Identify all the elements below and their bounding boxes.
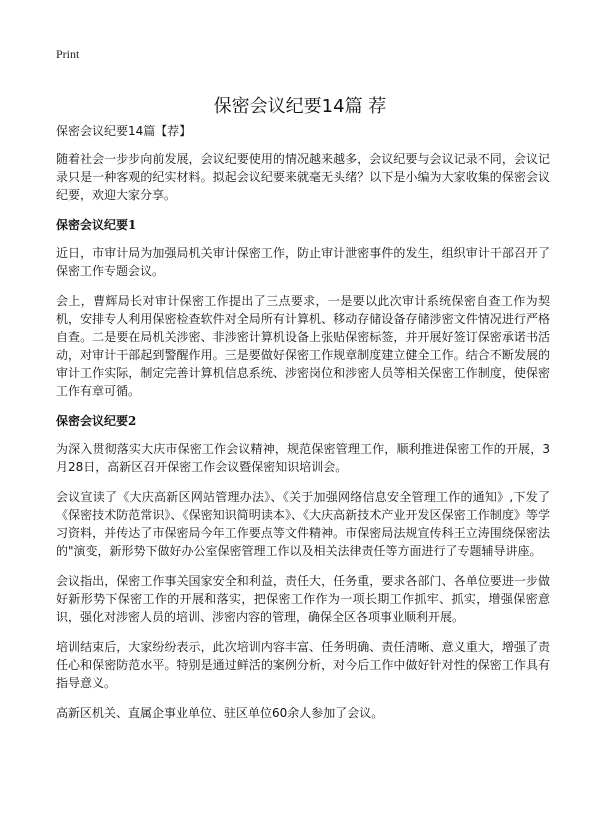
page-title: 保密会议纪要14篇 荐: [213, 96, 387, 118]
section-2-paragraph: 为深入贯彻落实大庆市保密工作会议精神，规范保密管理工作，顺利推进保密工作的开展，3月28日，高新区召开保密工作会议暨保密知识培训会。: [56, 442, 550, 474]
section-2-paragraph: 培训结束后，大家纷纷表示，此次培训内容丰富、任务明确、责任清晰、意义重大，增强了责任心和保密防范水平。特别是通过鲜活的案例分析，对今后工作中做好针对性的保密工作具有指导意义。: [56, 640, 550, 690]
section-2-paragraph: 高新区机关、直属企事业单位、驻区单位60余人参加了会议。: [56, 706, 384, 720]
article-body: [56, 122, 550, 734]
section-1-paragraph: 近日，市审计局为加强局机关审计保密工作，防止审计泄密事件的发生，组织审计干部召开了保密工作专题会议。: [56, 246, 550, 278]
intro-paragraph: 随着社会一步步向前发展，会议纪要使用的情况越来越多，会议纪要与会议记录不同，会议记录只是一种客观的纪实材料。拟起会议纪要来就毫无头绪？以下是小编为大家收集的保密会议纪要，欢迎大家分享。: [56, 152, 550, 202]
section-heading-2: 保密会议纪要2: [56, 414, 137, 428]
print-link[interactable]: Print: [56, 47, 80, 61]
section-2-paragraph: 会议宣读了《大庆高新区网站管理办法》、《关于加强网络信息安全管理工作的通知》,下发了《保密技术防范常识》、《保密知识简明读本》、《大庆高新技术产业开发区保密工作制度》等学习资料，并传达了市保密局今年工作要点等文件精神。市保密局法规宣传科王立涛围绕保密法的"演变，新形势下做好办公室保密管理工作以及相关法律责任等方面进行了专题辅导讲座。: [56, 490, 550, 558]
section-heading-1: 保密会议纪要1: [56, 218, 137, 232]
article-subtitle: 保密会议纪要14篇【荐】: [56, 124, 192, 138]
section-2-paragraph: 会议指出，保密工作事关国家安全和利益，责任大，任务重，要求各部门、各单位要进一步做好新形势下保密工作的开展和落实，把保密工作作为一项长期工作抓牢、抓实，增强保密意识，强化对涉密人员的培训、涉密内容的管理，确保全区各项事业顺利开展。: [56, 574, 550, 624]
section-1-paragraph: 会上，曹辉局长对审计保密工作提出了三点要求，一是要以此次审计系统保密自查工作为契机，安排专人利用保密检查软件对全局所有计算机、移动存储设备存储涉密文件情况进行严格自查。二是要在局机关涉密、非涉密计算机设备上张贴保密标签，并开展好签订保密承诺书活动，对审计干部起到警醒作用。三是要做好保密工作规章制度建立健全工作。结合不断发展的审计工作实际，制定完善计算机信息系统、涉密岗位和涉密人员等相关保密工作制度，使保密工作有章可循。: [56, 294, 550, 398]
